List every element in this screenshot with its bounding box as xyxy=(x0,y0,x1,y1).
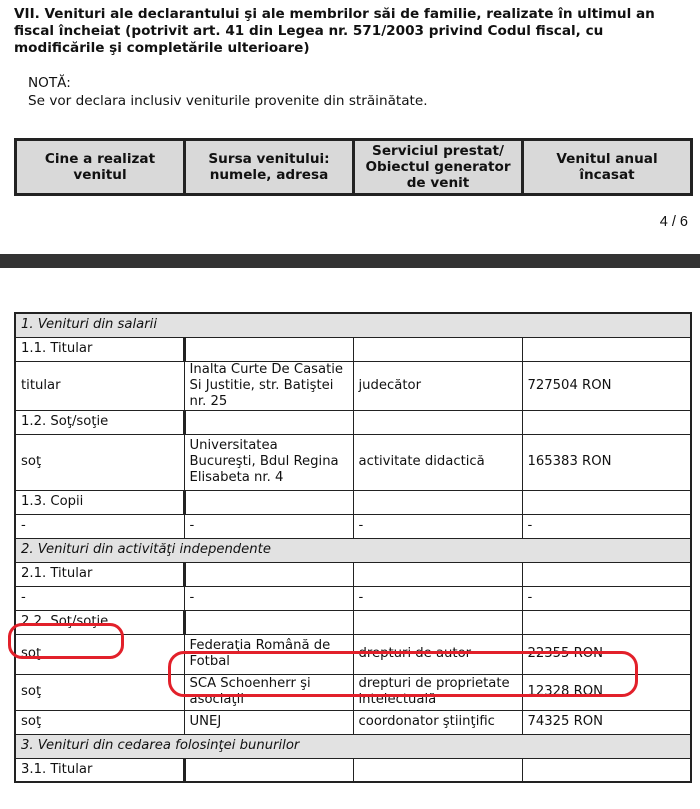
subsection-label: 1.1. Titular xyxy=(15,337,184,361)
cell-who: soţ xyxy=(15,710,184,734)
cell-service: - xyxy=(353,514,522,538)
cell-source: Universitatea Bucureşti, Bdul Regina Elisabeta nr. 4 xyxy=(184,434,353,490)
cell-source: SCA Schoenherr şi asociaţii xyxy=(184,674,353,710)
cell-source: UNEJ xyxy=(184,710,353,734)
table-row xyxy=(15,434,691,490)
cell-who: titular xyxy=(15,361,184,410)
subsection-row xyxy=(15,610,691,634)
section-row xyxy=(15,734,691,758)
section-row xyxy=(15,538,691,562)
subsection-row xyxy=(15,410,691,434)
cell-service: drepturi de autor xyxy=(353,634,522,674)
cell-who: soţ xyxy=(15,434,184,490)
cell-income: - xyxy=(522,586,691,610)
subsection-label: 3.1. Titular xyxy=(15,758,184,782)
cell-who: - xyxy=(15,586,184,610)
note-text: Se vor declara inclusiv veniturile provenite din străinătate. xyxy=(28,93,428,109)
table-row xyxy=(15,361,691,410)
empty-cell xyxy=(522,562,691,586)
cell-service: activitate didactică xyxy=(353,434,522,490)
empty-cell xyxy=(184,758,353,782)
table-row xyxy=(15,586,691,610)
empty-cell xyxy=(353,337,522,361)
cell-source: Inalta Curte De Casatie Si Justitie, str. Batiştei nr. 25 xyxy=(184,361,353,410)
income-table xyxy=(14,312,692,783)
empty-cell xyxy=(353,758,522,782)
cell-service: judecător xyxy=(353,361,522,410)
subsection-row xyxy=(15,337,691,361)
cell-income: 22355 RON xyxy=(522,634,691,674)
subsection-label: 1.2. Soţ/soţie xyxy=(15,410,184,434)
cell-who: - xyxy=(15,514,184,538)
cell-who: soţ xyxy=(15,674,184,710)
empty-cell xyxy=(522,610,691,634)
column-header-income: Venitul anual încasat xyxy=(523,140,692,195)
cell-income: 727504 RON xyxy=(522,361,691,410)
cell-service: drepturi de proprietate intelectuală xyxy=(353,674,522,710)
empty-cell xyxy=(522,490,691,514)
cell-who: soţ xyxy=(15,634,184,674)
subsection-row xyxy=(15,562,691,586)
column-header-table xyxy=(14,138,693,196)
table-row xyxy=(15,710,691,734)
empty-cell xyxy=(353,562,522,586)
table-row xyxy=(15,674,691,710)
section-label: 2. Venituri din activităţi independente xyxy=(15,538,691,562)
cell-service: - xyxy=(353,586,522,610)
subsection-label: 1.3. Copii xyxy=(15,490,184,514)
empty-cell xyxy=(353,490,522,514)
section-label: 3. Venituri din cedarea folosinţei bunurilor xyxy=(15,734,691,758)
page-number: 4 / 6 xyxy=(659,214,688,230)
empty-cell xyxy=(184,490,353,514)
page-separator xyxy=(0,254,700,268)
cell-source: - xyxy=(184,514,353,538)
subsection-label: 2.1. Titular xyxy=(15,562,184,586)
cell-income: 12328 RON xyxy=(522,674,691,710)
cell-income: 165383 RON xyxy=(522,434,691,490)
cell-source: Federaţia Română de Fotbal xyxy=(184,634,353,674)
empty-cell xyxy=(522,758,691,782)
cell-source: - xyxy=(184,586,353,610)
empty-cell xyxy=(184,562,353,586)
empty-cell xyxy=(353,410,522,434)
empty-cell xyxy=(522,337,691,361)
empty-cell xyxy=(184,610,353,634)
table-row xyxy=(15,514,691,538)
empty-cell xyxy=(184,337,353,361)
table-row xyxy=(15,634,691,674)
empty-cell xyxy=(184,410,353,434)
note-label: NOTĂ: xyxy=(28,75,71,91)
empty-cell xyxy=(522,410,691,434)
subsection-row xyxy=(15,490,691,514)
section-label: 1. Venituri din salarii xyxy=(15,313,691,337)
cell-service: coordonator ştiinţific xyxy=(353,710,522,734)
column-header-service: Serviciul prestat/ Obiectul generator de venit xyxy=(354,140,523,195)
column-header-source: Sursa venitului: numele, adresa xyxy=(185,140,354,195)
section-row xyxy=(15,313,691,337)
cell-income: 74325 RON xyxy=(522,710,691,734)
subsection-row xyxy=(15,758,691,782)
section-heading: VII. Venituri ale declarantului şi ale membrilor săi de familie, realizate în ultimul an fiscal încheiat (potrivit art. 41 din Legea nr. 571/2003 privind Codul fiscal, cu modificările şi completările ulterioare) xyxy=(14,6,655,56)
subsection-label: 2.2. Soţ/soţie xyxy=(15,610,184,634)
cell-income: - xyxy=(522,514,691,538)
empty-cell xyxy=(353,610,522,634)
column-header-who: Cine a realizat venitul xyxy=(16,140,185,195)
